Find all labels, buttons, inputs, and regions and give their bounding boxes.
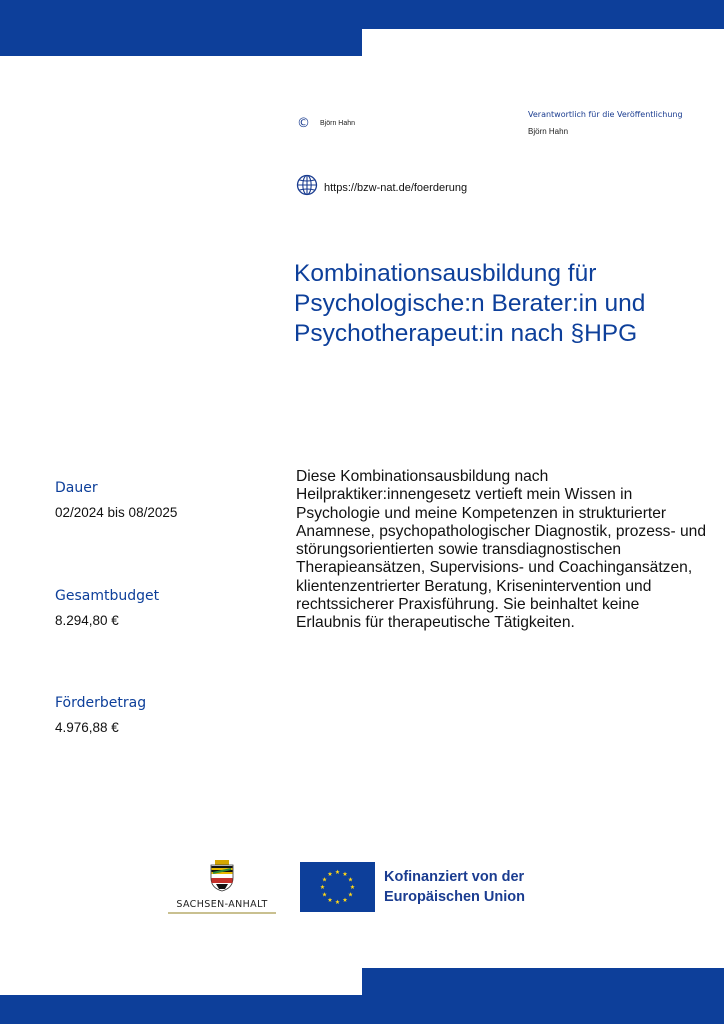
funding-value: 4.976,88 €: [55, 720, 119, 735]
eu-cofunding-logo: [300, 862, 525, 912]
page-title: Kombinationsausbildung für Psychologische:n Berater:in und Psychotherapeut:in nach §HPG: [294, 260, 646, 347]
eu-flag-icon: [300, 862, 375, 912]
sachsen-anhalt-wordmark: SACHSEN-ANHALT: [176, 899, 268, 910]
globe-icon: [296, 174, 318, 201]
coat-of-arms-icon: [209, 860, 235, 892]
website-link[interactable]: [296, 174, 467, 201]
top-banner: [0, 0, 724, 56]
eu-star-icon: [348, 892, 353, 896]
sachsen-anhalt-underline: [168, 912, 276, 914]
funding-label: Förderbetrag: [55, 695, 147, 711]
eu-star-icon: [350, 885, 355, 889]
responsible-label: Verantwortlich für die Veröffentlichung: [528, 110, 683, 119]
budget-block: [55, 588, 159, 628]
copyright-notice: [297, 116, 355, 131]
project-description: Diese Kombinationsausbildung nach Heilpraktiker:innengesetz vertieft mein Wissen in Psychologie und meine Kompetenzen in strukturierter Anamnese, psychopathologischer Diagnostik, prozess- und störungsorientierten sowie transdiagnostischen Therapieansätzen, Supervisions- und Coachingansätzen, klientenzentrierter Beratung, Krisenintervention und rechtssicherer Praxisführung. Sie beinhaltet keine Erlaubnis für therapeutische Tätigkeiten.: [296, 468, 706, 632]
duration-value: 02/2024 bis 08/2025: [55, 505, 178, 520]
eu-star-icon: [335, 900, 340, 904]
eu-star-icon: [335, 870, 340, 874]
eu-star-icon: [328, 898, 333, 902]
eu-star-icon: [343, 898, 348, 902]
eu-text-line2: Europäischen Union: [384, 889, 525, 905]
responsible-name: Björn Hahn: [528, 127, 569, 136]
eu-text-line1: Kofinanziert von der: [384, 869, 525, 885]
copyright-holder: Björn Hahn: [320, 120, 356, 127]
funding-block: [55, 695, 146, 735]
top-banner-strip: [362, 0, 724, 29]
duration-block: [55, 480, 177, 520]
eu-star-icon: [343, 872, 348, 876]
responsible-block: [528, 110, 683, 136]
eu-star-icon: [320, 885, 325, 889]
eu-cofunding-text: [384, 867, 525, 907]
budget-value: 8.294,80 €: [55, 613, 119, 628]
eu-star-icon: [348, 877, 353, 881]
bottom-banner-strip: [0, 995, 362, 1024]
bottom-banner-block: [362, 968, 724, 1024]
budget-label: Gesamtbudget: [55, 588, 160, 604]
top-banner-block: [0, 0, 362, 56]
eu-star-icon: [322, 877, 327, 881]
duration-label: Dauer: [55, 480, 98, 496]
sachsen-anhalt-logo: [168, 860, 276, 914]
eu-star-icon: [322, 892, 327, 896]
website-url[interactable]: https://bzw-nat.de/foerderung: [324, 181, 468, 194]
copyright-icon: ©: [297, 116, 310, 131]
eu-star-icon: [328, 872, 333, 876]
